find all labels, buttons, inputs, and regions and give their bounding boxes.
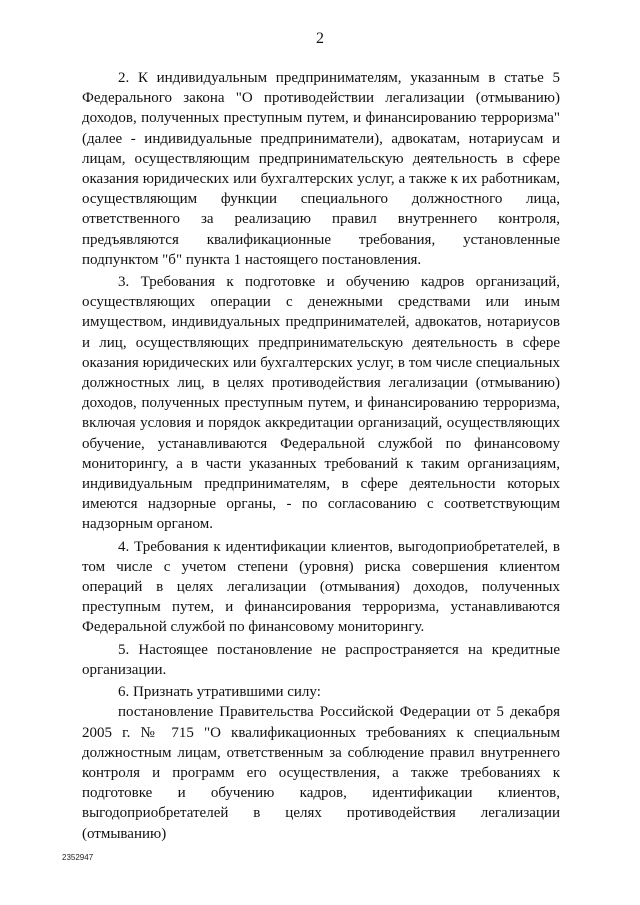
paragraph-6-item: постановление Правительства Российской Федерации от 5 декабря 2005 г. № 715 "О квалификационных требованиях к специальным должностным лицам, ответственным за соблюдение правил внутреннего контроля и программ его осуществления, а также требованиях к подготовке и обучению кадров, идентификации клиентов, выгодоприобретателей в целях противодействия легализации (отмыванию) xyxy=(82,704,560,842)
paragraph-5: 5. Настоящее постановление не распространяется на кредитные организации. xyxy=(82,641,560,678)
document-body xyxy=(82,68,560,846)
page-number: 2 xyxy=(316,30,324,47)
document-id: 2352947 xyxy=(62,853,94,862)
paragraph-4: 4. Требования к идентификации клиентов, выгодоприобретателей, в том числе с учетом степени (уровня) риска совершения клиентом операций в целях легализации (отмывания) доходов, полученных преступным путем, и финансирования терроризма, устанавливаются Федеральной службой по финансовому мониторингу. xyxy=(82,538,560,636)
paragraph-3: 3. Требования к подготовке и обучению кадров организаций, осуществляющих операции с денежными средствами или иным имуществом, индивидуальных предпринимателей, адвокатов, нотариусов и лиц, осуществляющих предпринимательскую деятельность в сфере оказания юридических или бухгалтерских услуг, в том числе специальных должностных лиц, в целях противодействия легализации (отмыванию) доходов, полученных преступным путем, и финансированию терроризма, включая условия и порядок аккредитации организаций, осуществляющих обучение, устанавливаются Федеральной службой по финансовому мониторингу, а в части указанных требований к таким организациям, индивидуальным предпринимателям, в сфере деятельности которых имеются надзорные органы, - по согласованию с соответствующим надзорным органом. xyxy=(82,274,560,533)
paragraph-2: 2. К индивидуальным предпринимателям, указанным в статье 5 Федерального закона "О противодействии легализации (отмыванию) доходов, полученных преступным путем, и финансированию терроризма" (далее - индивидуальные предприниматели), адвокатам, нотариусам и лицам, осуществляющим предпринимательскую деятельность в сфере оказания юридических или бухгалтерских услуг, а также к их работникам, осуществляющим функции специального должностного лица, ответственного за реализацию правил внутреннего контроля, предъявляются квалификационные требования, установленные подпунктом "б" пункта 1 настоящего постановления. xyxy=(82,70,560,268)
paragraph-6: 6. Признать утратившими силу: xyxy=(118,684,321,701)
